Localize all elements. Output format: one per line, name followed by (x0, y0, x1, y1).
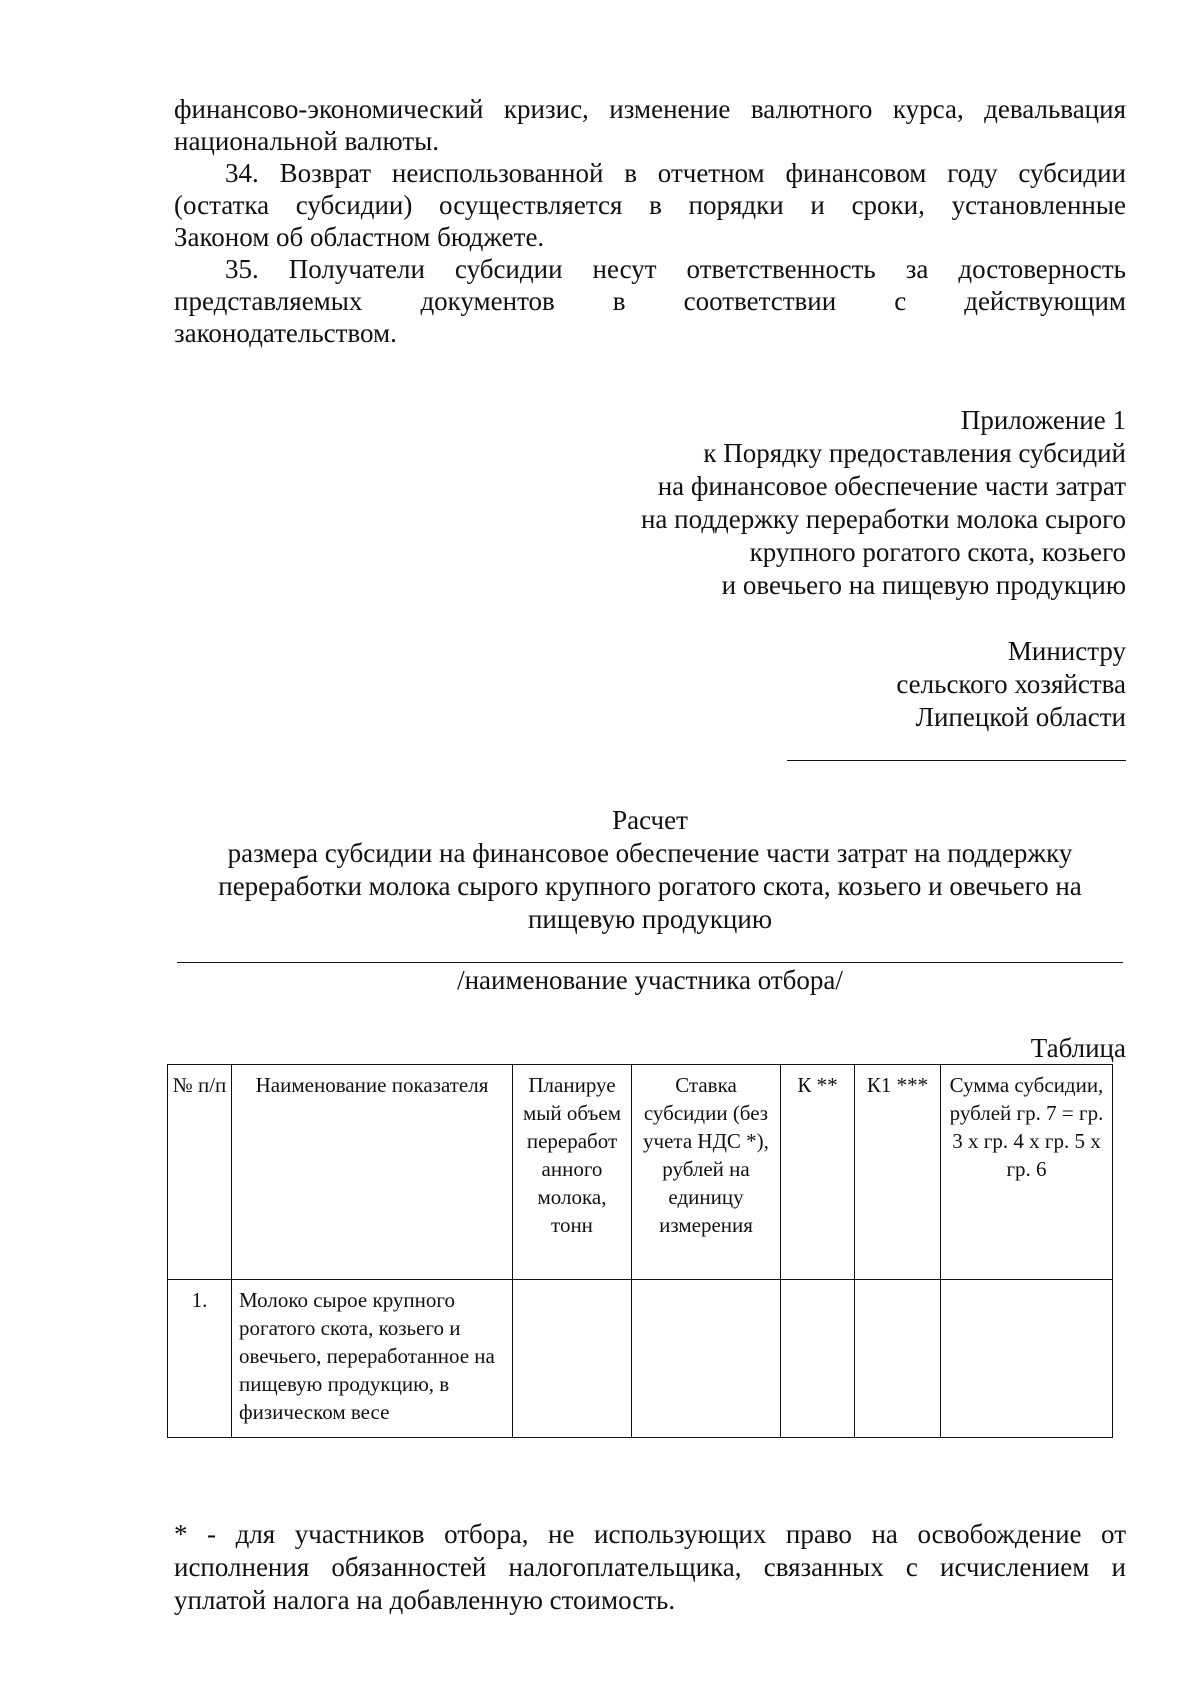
title-line: переработки молока сырого крупного рогатого скота, козьего и овечьего на (218, 871, 1082, 901)
header-subsidy-rate: Ставка субсидии (без учета НДС *), рублей на единицу измерения (632, 1065, 781, 1280)
header-planned-volume: Планируе мый объем переработ анного молока, тонн (513, 1065, 632, 1280)
item-34-line-1: 34. Возврат неиспользованной в отчетном финансовом году субсидии (225, 158, 1126, 188)
cell-k[interactable] (781, 1280, 855, 1438)
appendix-line: крупного рогатого скота, козьего (749, 537, 1126, 567)
cell-planned-volume[interactable] (513, 1280, 632, 1438)
signature-line (787, 760, 1126, 761)
item-34-line-3: Законом об областном бюджете. (174, 222, 545, 252)
cell-subsidy-sum[interactable] (941, 1280, 1113, 1438)
table-row (168, 1280, 1113, 1438)
intro-paragraph (174, 93, 1126, 157)
header-k1: К1 *** (855, 1065, 941, 1280)
cell-k1[interactable] (855, 1280, 941, 1438)
document-title (174, 804, 1126, 936)
table-label: Таблица (1030, 1033, 1126, 1063)
title-line: пищевую продукцию (527, 904, 772, 934)
header-number: № п/п (168, 1065, 232, 1280)
item-35-line-3: законодательством. (174, 318, 397, 348)
calculation-table (167, 1064, 1113, 1438)
cell-subsidy-rate[interactable] (632, 1280, 781, 1438)
table-header-row (168, 1065, 1113, 1280)
recipient-line: Министру (1007, 636, 1126, 666)
header-k: К ** (781, 1065, 855, 1280)
appendix-line: на поддержку переработки молока сырого (640, 504, 1126, 534)
recipient-line: Липецкой области (915, 702, 1126, 732)
footnote-line-1: * - для участников отбора, не использующих право на освобождение от (174, 1519, 1126, 1549)
footnote-line-3: уплатой налога на добавленную стоимость. (174, 1585, 676, 1615)
participant-name-line (177, 962, 1123, 963)
item-35-line-1: 35. Получатели субсидии несут ответственность за достоверность (225, 254, 1126, 284)
cell-number: 1. (168, 1280, 232, 1438)
appendix-line: Приложение 1 (960, 405, 1126, 435)
appendix-header (566, 404, 1126, 602)
recipient-line: сельского хозяйства (896, 669, 1126, 699)
appendix-line: к Порядку предоставления субсидий (703, 438, 1126, 468)
item-35-paragraph (174, 253, 1126, 349)
title-line: размера субсидии на финансовое обеспечение части затрат на поддержку (227, 838, 1073, 868)
item-34-line-2: (остатка субсидии) осуществляется в порядки и сроки, установленные (174, 190, 1126, 220)
intro-line-2: национальной валюты. (174, 126, 440, 156)
appendix-line: на финансовое обеспечение части затрат (657, 471, 1126, 501)
intro-line-1: финансово-экономический кризис, изменение валютного курса, девальвация (174, 94, 1126, 124)
footnote-line-2: исполнения обязанностей налогоплательщика, связанных с исчислением и (174, 1552, 1126, 1582)
item-35-line-2: представляемых документов в соответствии с действующим (174, 286, 1126, 316)
appendix-line: и овечьего на пищевую продукцию (721, 570, 1126, 600)
title-heading: Расчет (612, 805, 688, 835)
cell-indicator-name: Молоко сырое крупного рогатого скота, козьего и овечьего, переработанное на пищевую продукцию, в физическом весе (232, 1280, 513, 1438)
recipient-block (566, 635, 1126, 734)
header-indicator-name: Наименование показателя (232, 1065, 513, 1280)
footnote (174, 1518, 1126, 1617)
header-subsidy-sum: Сумма субсидии, рублей гр. 7 = гр. 3 х гр. 4 х гр. 5 х гр. 6 (941, 1065, 1113, 1280)
item-34-paragraph (174, 157, 1126, 253)
participant-name-caption: /наименование участника отбора/ (457, 965, 843, 995)
